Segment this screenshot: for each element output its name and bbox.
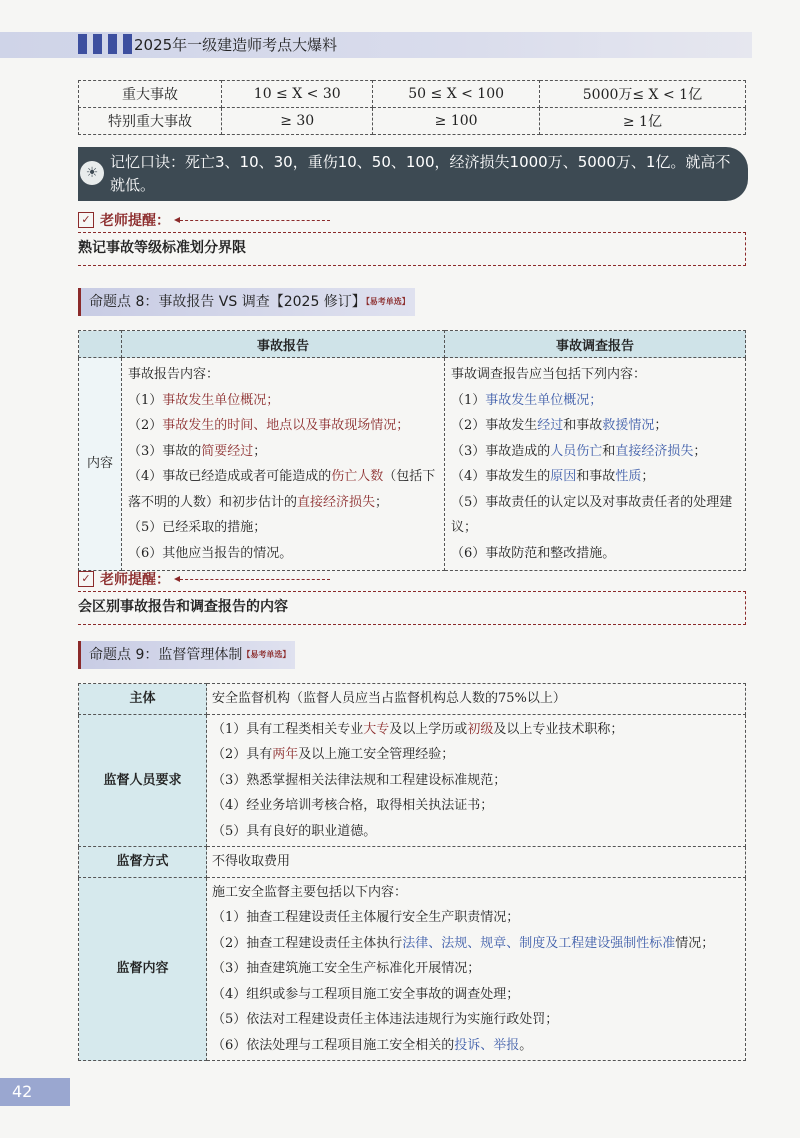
section-heading-9: 命题点 9：监督管理体制$^{【易考单选】}$ <box>78 641 295 669</box>
memory-tip-text: 记忆口诀：死亡3、10、30，重伤10、50、100，经济损失1000万、5000万、1亿。就高不就低。 <box>110 153 731 194</box>
memory-tip-box <box>78 147 748 201</box>
book-title: 2025年一级建造师考点大爆料 <box>134 36 338 54</box>
table-row: 特别重大事故 ≥ 30 ≥ 100 ≥ 1亿 <box>79 108 746 135</box>
header-bars-icon <box>78 34 132 54</box>
table-row: 主体 安全监督机构（监督人员应当占监督机构总人数的75%以上） <box>79 684 746 715</box>
accident-grade-table <box>78 80 746 135</box>
supervision-table <box>78 683 746 1061</box>
report-comparison-table <box>78 330 746 571</box>
checkbox-icon: ✓ <box>78 571 94 587</box>
teacher-tip-1: ✓ 老师提醒： 熟记事故等级标准划分界限 <box>78 210 746 266</box>
col-header-report: 事故报告 <box>122 331 445 358</box>
col-header-investigation: 事故调查报告 <box>445 331 746 358</box>
table-row: 监督人员要求 （1）具有工程类相关专业大专及以上学历或初级及以上专业技术职称； （2）具有两年及以上施工安全管理经验； （3）熟悉掌握相关法律法规和工程建设标准规范； （4）经业务培训考核合格，取得相关执法证书； （5）具有良好的职业道德。 <box>79 714 746 847</box>
teacher-tip-2: ✓ 老师提醒： 会区别事故报告和调查报告的内容 <box>78 569 746 625</box>
table-row: 重大事故 10 ≤ X < 30 50 ≤ X < 100 5000万≤ X < 1亿 <box>79 81 746 108</box>
checkbox-icon: ✓ <box>78 212 94 228</box>
teacher-tip-text: 会区别事故报告和调查报告的内容 <box>78 591 746 625</box>
page-number: 42 <box>0 1078 70 1106</box>
investigation-content: 事故调查报告应当包括下列内容： （1）事故发生单位概况； （2）事故发生经过和事故救援情况； （3）事故造成的人员伤亡和直接经济损失； （4）事故发生的原因和事故性质； （5）事故责任的认定以及对事故责任者的处理建议； （6）事故防范和整改措施。 <box>445 358 746 571</box>
lightbulb-icon: ☀ <box>80 161 104 185</box>
arrow-icon <box>180 220 330 221</box>
table-row: 监督内容 施工安全监督主要包括以下内容： （1）抽查工程建设责任主体履行安全生产职责情况； （2）抽查工程建设责任主体执行法律、法规、规章、制度及工程建设强制性标准情况； （3）抽查建筑施工安全生产标准化开展情况； （4）组织或参与工程项目施工安全事故的调查处理； （5）依法对工程建设责任主体违法违规行为实施行政处罚； （6）依法处理与工程项目施工安全相关的投诉、举报。 <box>79 877 746 1061</box>
teacher-tip-text: 熟记事故等级标准划分界限 <box>78 232 746 266</box>
report-content: 事故报告内容： （1）事故发生单位概况； （2）事故发生的时间、地点以及事故现场情况； （3）事故的简要经过； （4）事故已经造成或者可能造成的伤亡人数（包括下落不明的人数）和初步估计的直接经济损失； （5）已经采取的措施； （6）其他应当报告的情况。 <box>122 358 445 571</box>
row-label: 内容 <box>79 358 122 571</box>
table-row: 监督方式 不得收取费用 <box>79 847 746 878</box>
section-heading-8: 命题点 8：事故报告 VS 调查【2025 修订】$^{【易考单选】}$ <box>78 288 415 316</box>
arrow-icon <box>180 579 330 580</box>
